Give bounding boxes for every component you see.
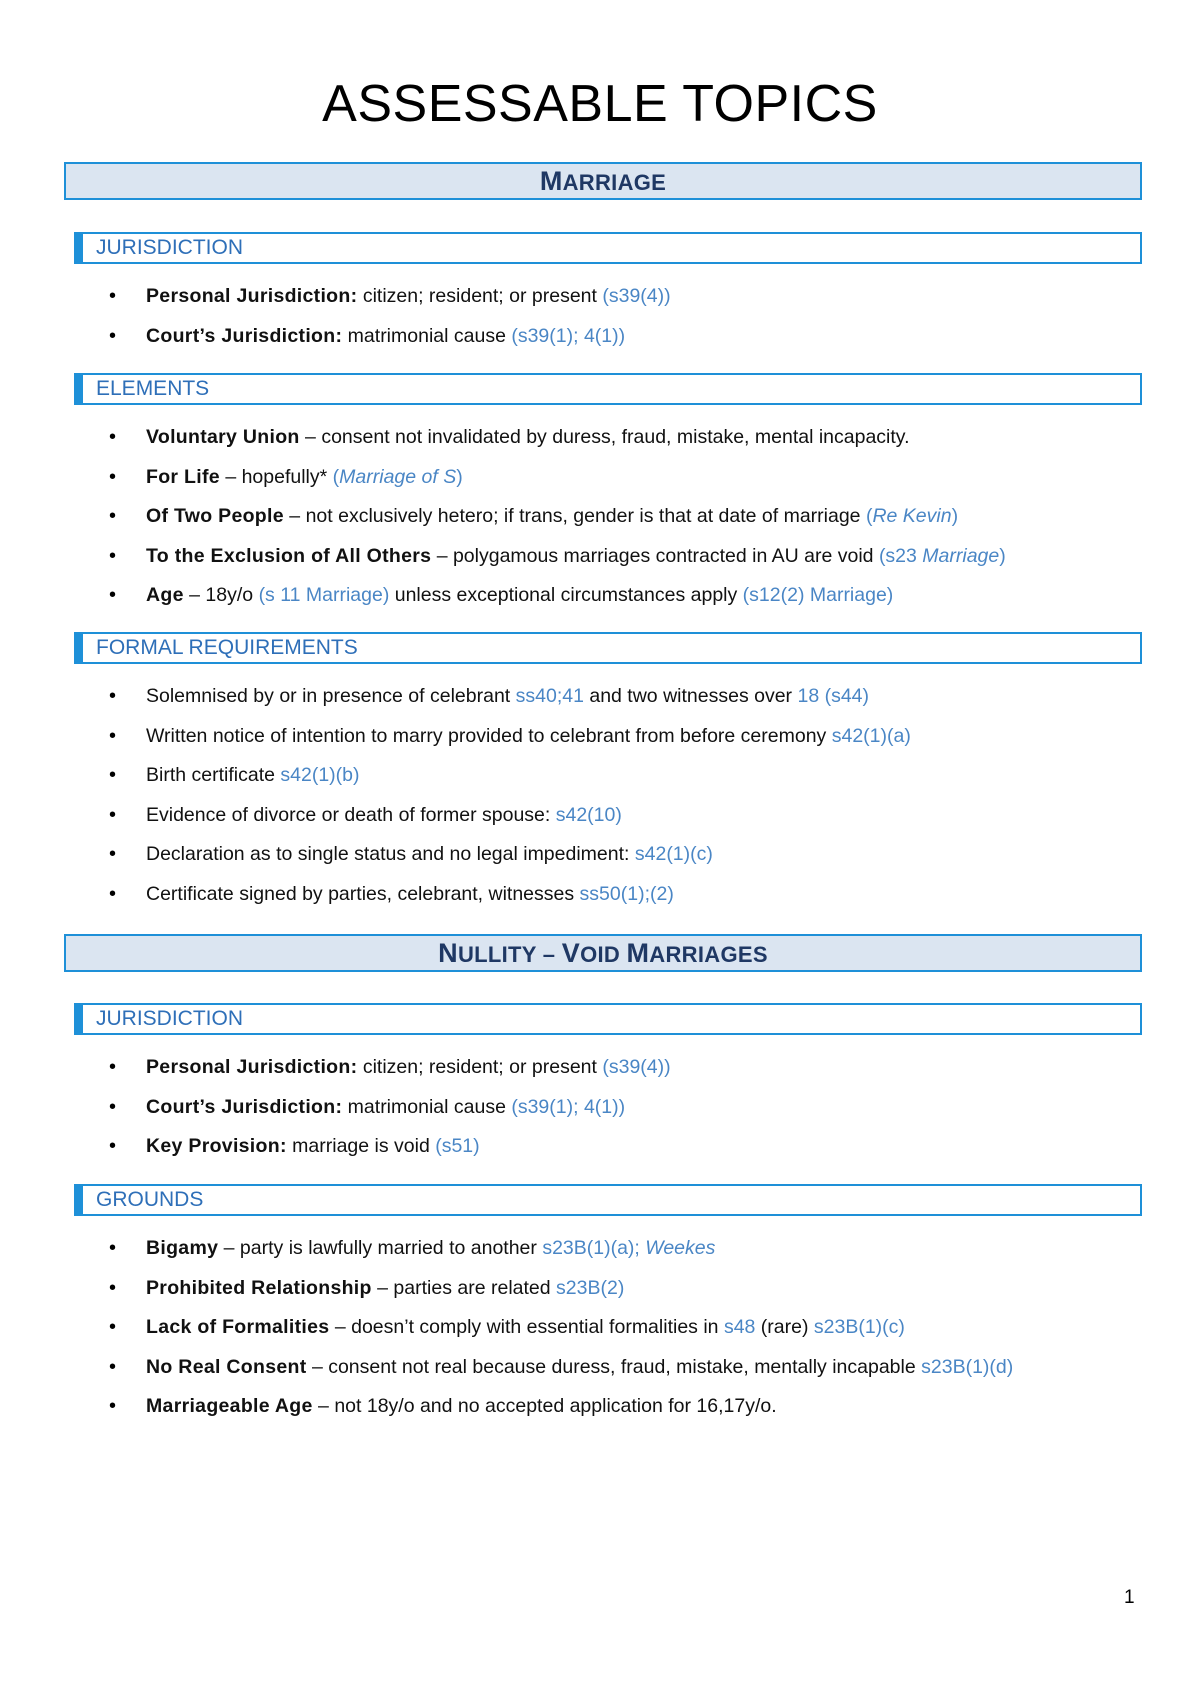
legal-reference: (s51) [435,1135,480,1158]
legal-reference: 18 (s44) [797,685,870,707]
legal-reference: ss40;41 [515,685,584,707]
list-item [100,282,1180,322]
list-item [100,880,1180,920]
item-text: – polygamous marriages contracted in AU are void [431,544,879,567]
item-text: matrimonial cause [342,1095,512,1118]
item-text: – 18y/o [183,584,259,607]
list-item [100,840,1180,880]
legal-reference: (s12(2) Marriage) [742,584,894,607]
list-item [100,322,1180,362]
legal-reference: s48 [723,1316,756,1339]
section-title-part: M [626,938,650,968]
case-name: Marriage [922,544,1000,567]
item-term: Age [146,584,184,607]
legal-reference: s42(1)(c) [634,843,713,866]
item-text: Written notice of intention to marry provided to celebrant from before ceremony [146,724,832,747]
list-item [100,1234,1180,1274]
legal-reference: ) [999,544,1006,567]
list-item [100,722,1180,762]
page-number: 1 [1124,1587,1135,1608]
list-item [100,581,1180,621]
list-item [100,801,1180,841]
case-name: Marriage of S [339,465,457,488]
item-text: matrimonial cause [342,324,512,347]
item-text: – doesn’t comply with essential formalities in [329,1316,724,1339]
item-text: – consent not real because duress, fraud, mistake, mentally incapable [306,1355,922,1378]
item-text: – consent not invalidated by duress, fraud, mistake, mental incapacity. [299,426,910,448]
legal-reference: ) [951,505,959,528]
list-item [100,682,1180,722]
legal-reference: (s39(1); 4(1)) [511,1095,626,1118]
subheading-formal-requirements: FORMAL REQUIREMENTS [74,632,1142,664]
item-term: Personal Jurisdiction: [146,1056,358,1078]
item-term: Of Two People [146,505,284,528]
item-term: Court’s Jurisdiction: [146,1095,343,1118]
item-text: citizen; resident; or present [357,1056,603,1078]
item-text: – not 18y/o and no accepted application for 16,17y/o. [312,1395,777,1418]
item-term: Marriageable Age [146,1395,313,1418]
item-term: Key Provision: [146,1135,287,1158]
legal-reference: (s23 [878,544,923,567]
subheading-grounds: GROUNDS [74,1184,1142,1216]
legal-reference: (s 11 Marriage) [258,584,390,607]
list-item [100,1353,1180,1393]
list-item [100,1132,1180,1172]
item-text: unless exceptional circumstances apply [389,584,743,607]
section-title-part: ARRIAGES [649,942,768,967]
item-text: – not exclusively hetero; if trans, gender is that at date of marriage [283,505,866,528]
list-item [100,463,1180,503]
legal-reference: s23B(2) [556,1276,625,1299]
section-heading-marriage [64,162,1142,200]
subheading-jurisdiction-nullity: JURISDICTION [74,1003,1142,1035]
legal-reference: s23B(1)(c) [813,1316,905,1339]
legal-reference: s42(10) [555,803,622,826]
list-item [100,423,1180,463]
item-text: Birth certificate [146,764,281,787]
item-text: – parties are related [371,1276,557,1299]
list-item [100,1392,1180,1432]
legal-reference: ) [456,465,463,488]
item-text: and two witnesses over [583,685,798,707]
section-title-part: ARRIAGE [562,170,667,195]
legal-reference: ( [332,465,340,488]
list-item [100,1093,1180,1133]
section-title-part: OID [580,942,627,967]
item-text: citizen; resident; or present [357,285,603,307]
item-term: To the Exclusion of All Others [146,544,432,567]
list-item [100,502,1180,542]
item-term: No Real Consent [146,1355,307,1378]
formal-requirements-list [100,682,1180,920]
item-text: Solemnised by or in presence of celebrant [146,685,516,707]
legal-reference: s42(1)(b) [280,764,360,787]
list-item [100,1274,1180,1314]
item-term: Voluntary Union [146,426,300,448]
list-item [100,761,1180,801]
legal-reference: ss50(1);(2) [579,882,674,905]
case-name: Re Kevin [872,505,952,528]
subheading-jurisdiction: JURISDICTION [74,232,1142,264]
list-item [100,542,1180,582]
item-text: (rare) [755,1316,814,1339]
item-text: marriage is void [286,1135,436,1158]
item-term: Personal Jurisdiction: [146,285,358,307]
section-title-part: ULLITY – [457,942,562,967]
item-text: – hopefully* [219,465,333,488]
item-text: Certificate signed by parties, celebrant, witnesses [146,882,580,905]
list-item [100,1313,1180,1353]
item-term: Lack of Formalities [146,1316,330,1339]
legal-reference: (s39(4)) [602,1056,671,1078]
legal-reference: (s39(4)) [602,285,671,307]
legal-reference: s42(1)(a) [831,724,911,747]
elements-list [100,423,1180,621]
item-term: Bigamy [146,1237,219,1259]
legal-reference: (s39(1); 4(1)) [511,324,626,347]
item-term: Prohibited Relationship [146,1276,372,1299]
legal-reference: s23B(1)(a); [542,1237,646,1259]
item-term: For Life [146,465,220,488]
section-heading-nullity [64,934,1142,972]
section-title-part: M [539,166,563,196]
legal-reference: s23B(1)(d) [921,1355,1014,1378]
item-text: Evidence of divorce or death of former spouse: [146,803,556,826]
item-text: Declaration as to single status and no legal impediment: [146,843,635,866]
page-title: ASSESSABLE TOPICS [322,75,878,133]
grounds-list [100,1234,1180,1432]
subheading-elements: ELEMENTS [74,373,1142,405]
section-title-part: V [561,938,581,968]
legal-reference: ( [865,505,873,528]
list-item [100,1053,1180,1093]
item-text: – party is lawfully married to another [218,1237,543,1259]
jurisdiction-list [100,282,1180,361]
case-name: Weekes [645,1237,716,1259]
section-title-part: N [438,938,458,968]
nullity-jurisdiction-list [100,1053,1180,1172]
item-term: Court’s Jurisdiction: [146,324,343,347]
